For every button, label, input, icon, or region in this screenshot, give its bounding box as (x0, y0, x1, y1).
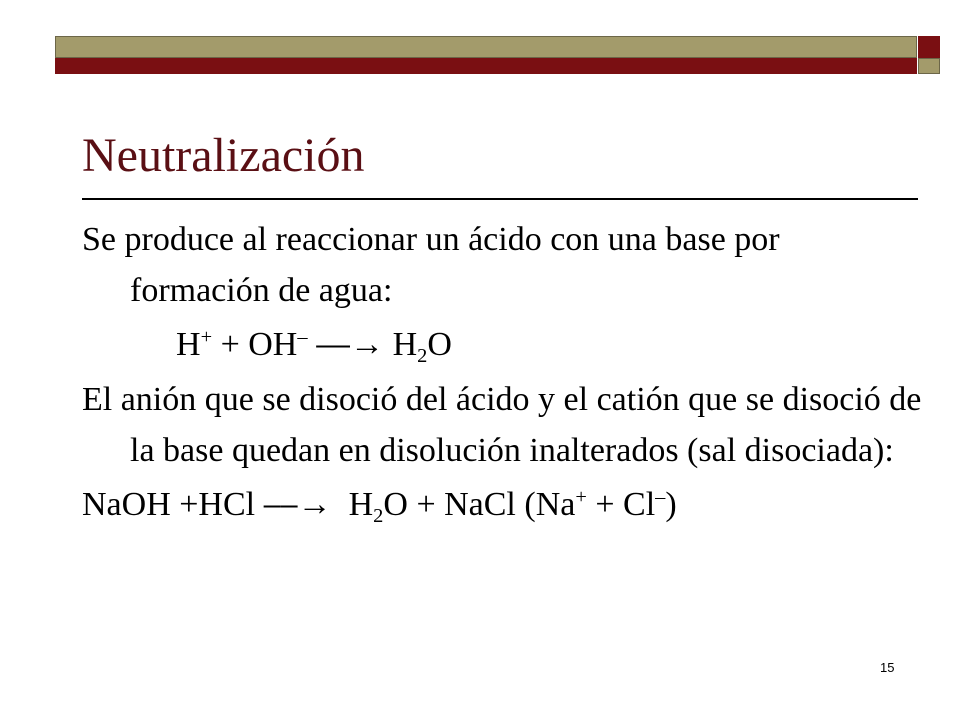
eq2-water-sub: 2 (373, 505, 384, 528)
eq1-water-sub: 2 (417, 345, 428, 368)
eq2-cl-charge: – (655, 485, 666, 508)
eq2-plus-cl: + Cl (586, 486, 656, 523)
corner-square-maroon (918, 36, 940, 58)
eq2-reactants: NaOH +HCl (82, 486, 256, 523)
eq2-plus-salt: + NaCl (Na (407, 486, 576, 523)
eq1-plus: + (212, 326, 249, 363)
eq2-na-charge: + (575, 485, 587, 508)
equation-water-formation (82, 316, 922, 374)
eq1-h: H (176, 326, 201, 363)
slide-body (82, 214, 922, 534)
corner-square-olive (918, 58, 940, 74)
eq1-arrow: ⎯⎯→ (307, 326, 393, 363)
eq2-arrow: ⎯⎯→ (255, 486, 349, 523)
eq1-oh: OH (248, 326, 298, 363)
paragraph-ions-remain: El anión que se disoció del ácido y el catión que se disoció de la base quedan en disolución inalterados (sal disociada): (82, 381, 922, 469)
eq2-water-h: H (348, 486, 374, 523)
header-bar-olive (55, 36, 917, 58)
eq1-oh-charge: – (297, 325, 308, 348)
equation-naoh-hcl (82, 476, 922, 534)
eq2-close: ) (665, 486, 677, 523)
eq2-water-o: O (383, 486, 408, 523)
title-underline (82, 198, 918, 200)
eq1-h-charge: + (200, 325, 213, 348)
slide-title: Neutralización (82, 129, 365, 182)
paragraph-neutralization-definition: Se produce al reaccionar un ácido con una base por formación de agua: (82, 221, 780, 309)
header-bar-maroon (55, 58, 917, 74)
eq1-water-h: H (392, 326, 418, 363)
eq1-water-o: O (427, 326, 452, 363)
page-number: 15 (880, 660, 895, 675)
